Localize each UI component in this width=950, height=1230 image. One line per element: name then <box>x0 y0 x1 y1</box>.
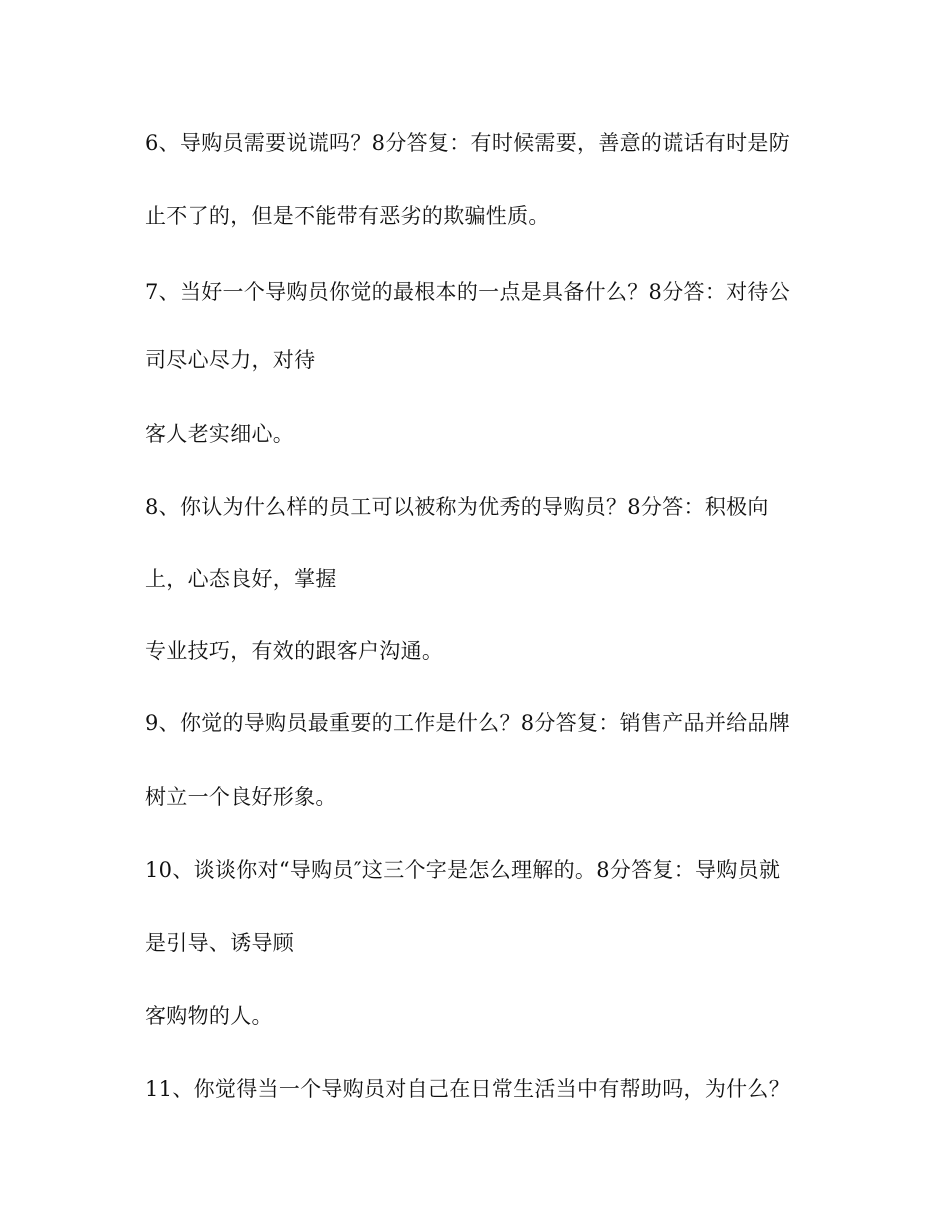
text-line: 客购物的人。 <box>145 1004 273 1028</box>
text-line: 9、你觉的导购员最重要的工作是什么？8分答复：销售产品并给品牌 <box>145 711 791 735</box>
text-line: 8、你认为什么样的员工可以被称为优秀的导购员？8分答：积极向 <box>145 495 769 519</box>
text-line: 客人老实细心。 <box>145 422 295 446</box>
text-line: 司尽心尽力，对待 <box>145 348 316 372</box>
text-line: 止不了的，但是不能带有恶劣的欺骗性质。 <box>145 204 550 228</box>
text-line: 11、你觉得当一个导购员对自己在日常生活当中有帮助吗，为什么？ <box>145 1077 791 1101</box>
text-line: 6、导购员需要说谎吗？8分答复：有时候需要，善意的谎话有时是防 <box>145 131 791 155</box>
text-line: 专业技巧，有效的跟客户沟通。 <box>145 639 444 663</box>
text-line: 7、当好一个导购员你觉的最根本的一点是具备什么？8分答：对待公 <box>145 280 791 304</box>
text-line: 是引导、诱导顾 <box>145 931 295 955</box>
text-line: 10、谈谈你对“导购员″这三个字是怎么理解的。8分答复：导购员就 <box>145 858 781 882</box>
text-line: 上，心态良好，掌握 <box>145 567 337 591</box>
text-line: 树立一个良好形象。 <box>145 785 337 809</box>
